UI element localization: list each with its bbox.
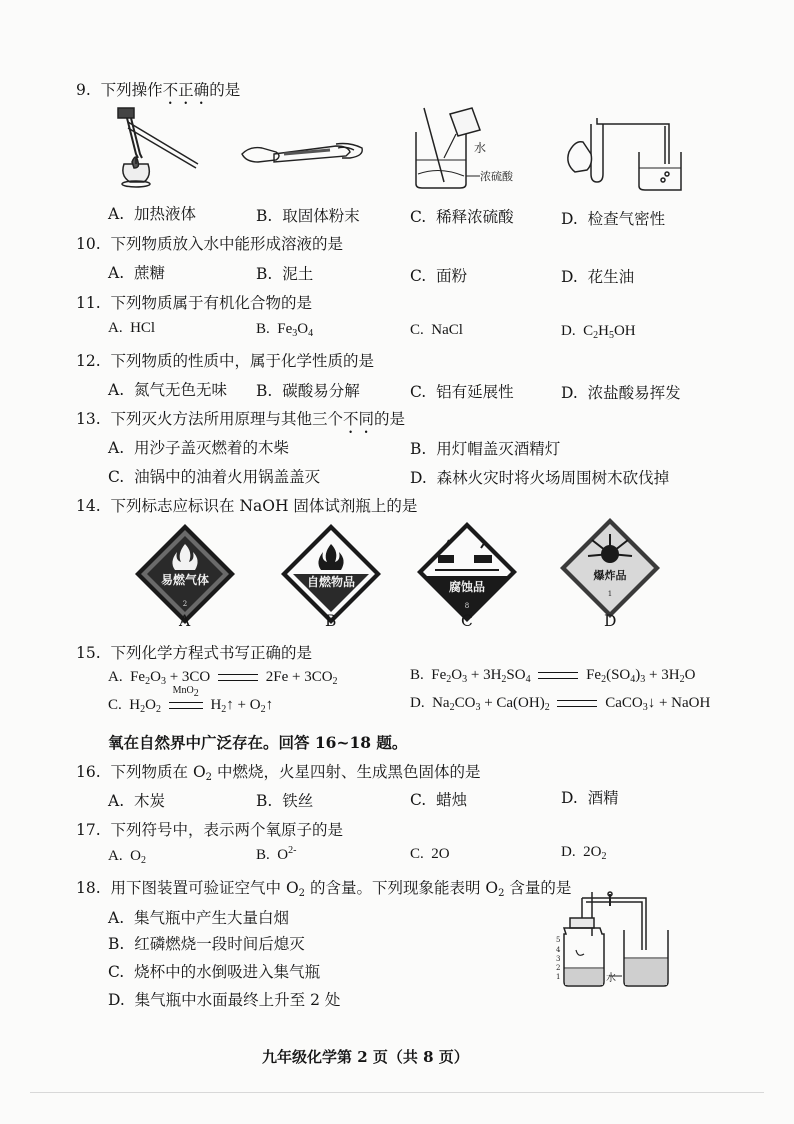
q16-option-b[interactable]: B. 铁丝: [256, 792, 314, 810]
q18-option-d[interactable]: D. 集气瓶中水面最终上升至 2 处: [108, 991, 341, 1009]
q18-option-c[interactable]: C. 烧杯中的水倒吸进入集气瓶: [108, 963, 321, 981]
q10-option-a[interactable]: A. 蔗糖: [108, 264, 165, 282]
figure-taking-powder: [238, 132, 370, 182]
q17-option-a[interactable]: A. $O_2$: [108, 848, 146, 866]
sign-a-label: 易燃气体: [160, 573, 210, 587]
label-conc-acid: 浓硫酸: [480, 170, 513, 183]
hazard-sign-c: [415, 520, 519, 624]
q15-option-b[interactable]: B. $Fe_2O_3 + 3H_2SO_4$ $Fe_2(SO_4)_3 + 3H_2O$: [410, 667, 696, 685]
svg-text:1: 1: [556, 973, 561, 981]
section-intro: 氧在自然界中广泛存在。回答 16~18 题。: [108, 733, 408, 752]
sign-b-letter[interactable]: B: [325, 612, 337, 630]
q16-option-d[interactable]: D. 酒精: [561, 789, 619, 807]
figure-dilute-acid: [410, 104, 520, 194]
q17-stem: 17. 下列符号中，表示两个氧原子的是: [76, 821, 344, 839]
hazard-sign-d: [558, 516, 662, 620]
q9-option-d[interactable]: D. 检查气密性: [561, 210, 666, 228]
q15-option-d[interactable]: D. $Na_2CO_3 + Ca(OH)_2$ CaCO$_3$↓ + NaOH: [410, 695, 711, 713]
q10-option-d[interactable]: D. 花生油: [561, 268, 635, 286]
sign-a-number: 2: [182, 600, 188, 608]
q13-option-b[interactable]: B. 用灯帽盖灭酒精灯: [410, 440, 561, 458]
q13-option-c[interactable]: C. 油锅中的油着火用锅盖盖灭: [108, 468, 321, 486]
q10-option-c[interactable]: C. 面粉: [410, 267, 468, 285]
q16-stem: 16. 下列物质在 $O_2$ 中燃烧，火星四射、生成黑色固体的是: [76, 763, 481, 783]
equation-d: $Na_2CO_3 + Ca(OH)_2$ CaCO$_3$↓ + NaOH: [432, 695, 711, 713]
page-edge-shadow: [30, 1092, 764, 1093]
q9-stem: 9. 下列操作不正确的是: [76, 81, 241, 99]
q11-option-b[interactable]: B. $Fe_3O_4$: [256, 321, 314, 339]
sign-d-letter[interactable]: D: [604, 612, 617, 630]
formula-fe3o4: $Fe_3O_4$: [277, 321, 314, 339]
q16-option-a[interactable]: A. 木炭: [108, 792, 165, 810]
q9-option-a[interactable]: A. 加热液体: [108, 205, 196, 223]
bottle-scale: [556, 936, 561, 981]
q9-option-c[interactable]: C. 稀释浓硫酸: [410, 208, 514, 226]
q10-option-b[interactable]: B. 泥土: [256, 265, 314, 283]
q18-option-b[interactable]: B. 红磷燃烧一段时间后熄灭: [108, 935, 305, 953]
equation-a: $Fe_2O_3 + 3CO$ $2Fe + 3CO_2$: [130, 669, 338, 687]
q15-option-c[interactable]: C. $H_2O_2$ MnO$_2$ $H_2↑$ + $O_2↑$: [108, 685, 274, 715]
label-water: 水: [474, 141, 487, 155]
formula-c2h5oh: $C_2H_5OH$: [583, 323, 636, 341]
q15-stem: 15. 下列化学方程式书写正确的是: [76, 644, 313, 662]
sign-a-letter[interactable]: A: [179, 612, 191, 630]
q11-option-d[interactable]: D. $C_2H_5OH$: [561, 323, 636, 341]
q12-stem: 12. 下列物质的性质中，属于化学性质的是: [76, 352, 375, 370]
q13-option-a[interactable]: A. 用沙子盖灭燃着的木柴: [108, 439, 289, 457]
figure-airtightness: [563, 114, 683, 194]
equation-c: $H_2O_2$ MnO$_2$ $H_2↑$ + $O_2↑$: [129, 685, 274, 715]
page-footer: 九年级化学第 2 页（共 8 页）: [262, 1048, 469, 1066]
q12-option-d[interactable]: D. 浓盐酸易挥发: [561, 384, 681, 402]
q10-stem: 10. 下列物质放入水中能形成溶液的是: [76, 235, 344, 253]
apparatus-water-label: 水: [606, 973, 616, 984]
sign-c-label: 腐蚀品: [448, 580, 486, 594]
q12-option-b[interactable]: B. 碳酸易分解: [256, 382, 360, 400]
q17-option-d[interactable]: D. $2O_2$: [561, 844, 607, 862]
figure-heating-liquid: [110, 102, 210, 194]
q18-option-a[interactable]: A. 集气瓶中产生大量白烟: [108, 909, 289, 927]
q15-option-a[interactable]: A. $Fe_2O_3 + 3CO$ $2Fe + 3CO_2$: [108, 669, 338, 687]
svg-text:3: 3: [556, 955, 561, 963]
q13-stem: 13. 下列灭火方法所用原理与其他三个不同的是: [76, 410, 406, 428]
sign-c-number: 8: [464, 602, 470, 610]
q17-option-c[interactable]: C. 2O: [410, 846, 450, 862]
q9-option-b[interactable]: B. 取固体粉末: [256, 207, 360, 225]
q12-option-c[interactable]: C. 铝有延展性: [410, 383, 514, 401]
hazard-sign-b: [279, 522, 383, 626]
q11-stem: 11. 下列物质属于有机化合物的是: [76, 294, 313, 312]
svg-text:5: 5: [556, 936, 561, 944]
svg-text:4: 4: [556, 946, 561, 954]
q11-option-c[interactable]: C. NaCl: [410, 322, 463, 338]
sign-d-label: 爆炸品: [593, 569, 627, 582]
sign-d-number: 1: [607, 590, 613, 598]
figure-oxygen-apparatus: [548, 890, 688, 1000]
q12-option-a[interactable]: A. 氮气无色无味: [108, 381, 227, 399]
svg-text:2: 2: [556, 964, 561, 972]
sign-c-letter[interactable]: C: [461, 612, 473, 630]
q13-option-d[interactable]: D. 森林火灾时将火场周围树木砍伐掉: [410, 469, 670, 487]
q14-stem: 14. 下列标志应标识在 NaOH 固体试剂瓶上的是: [76, 497, 418, 515]
equation-b: $Fe_2O_3 + 3H_2SO_4$ $Fe_2(SO_4)_3 + 3H_2O$: [431, 667, 696, 685]
q11-option-a[interactable]: A. HCl: [108, 320, 156, 336]
q16-option-c[interactable]: C. 蜡烛: [410, 791, 468, 809]
q18-stem: 18. 用下图装置可验证空气中 $O_2$ 的含量。下列现象能表明 $O_2$ 含量的是: [76, 879, 572, 899]
hazard-sign-a: [133, 522, 237, 626]
q17-option-b[interactable]: B. $O^{2-}$: [256, 845, 297, 863]
sign-b-label: 自燃物品: [306, 575, 356, 589]
